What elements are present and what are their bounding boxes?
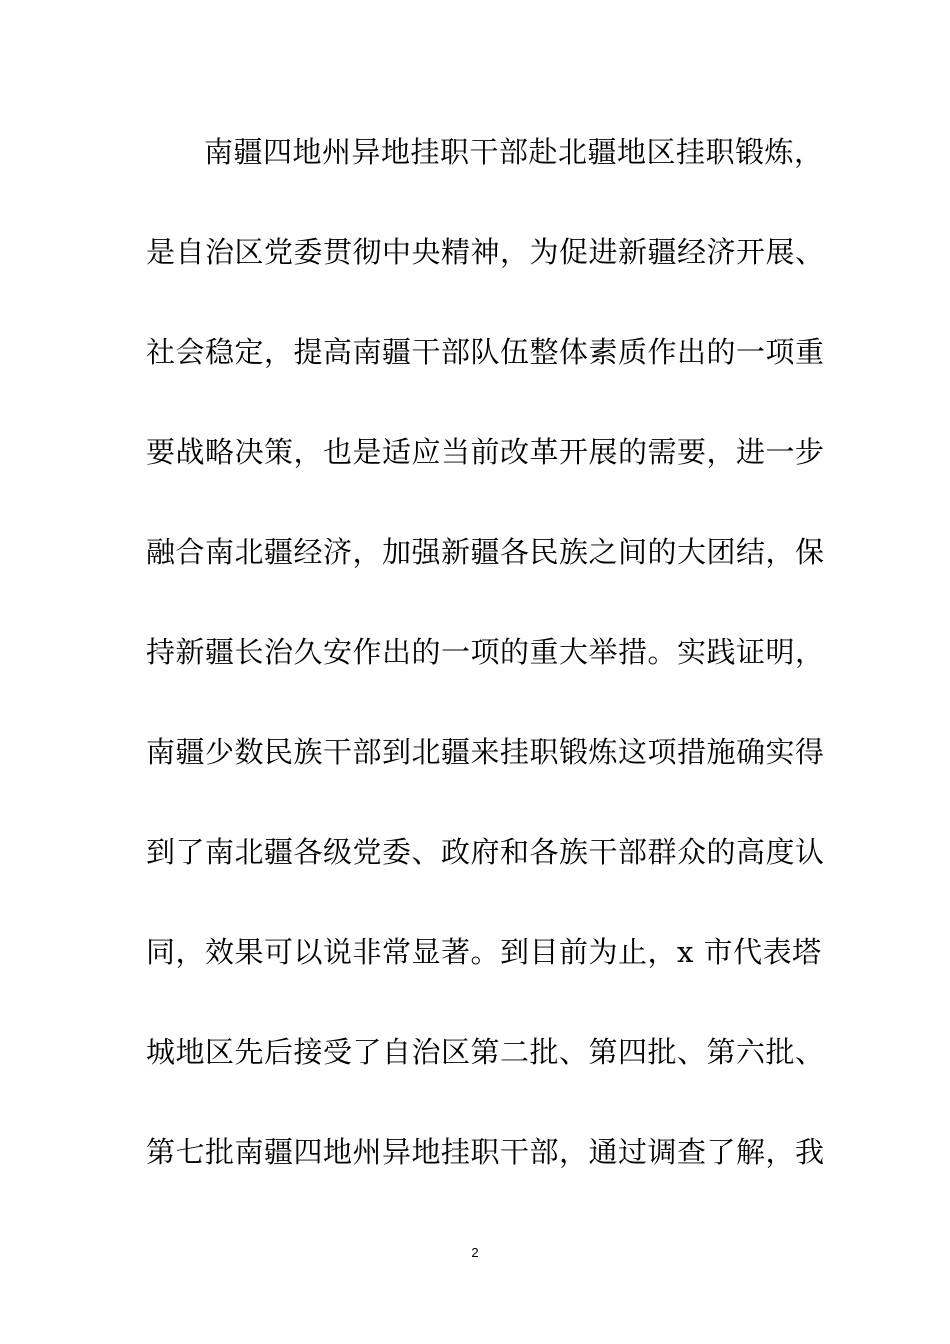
text-line: 到了南北疆各级党委、政府和各族干部群众的高度认 xyxy=(146,835,825,869)
text-line: 是自治区党委贯彻中央精神，为促进新疆经济开展、 xyxy=(146,235,825,269)
text-line: 社会稳定，提高南疆干部队伍整体素质作出的一项重 xyxy=(146,335,825,369)
text-line: 同，效果可以说非常显著。到目前为止，x 市代表塔 xyxy=(146,935,822,969)
text-line: 持新疆长治久安作出的一项的重大举措。实践证明， xyxy=(146,635,825,669)
body-paragraph xyxy=(146,124,825,1224)
text-line: 要战略决策，也是适应当前改革开展的需要，进一步 xyxy=(146,435,825,469)
text-line: 南疆少数民族干部到北疆来挂职锻炼这项措施确实得 xyxy=(146,735,825,769)
text-line: 南疆四地州异地挂职干部赴北疆地区挂职锻炼， xyxy=(204,135,824,169)
text-line: 融合南北疆经济，加强新疆各民族之间的大团结，保 xyxy=(146,535,825,569)
text-line: 第七批南疆四地州异地挂职干部，通过调查了解，我 xyxy=(146,1135,825,1169)
page-number: 2 xyxy=(471,1245,479,1260)
text-line: 城地区先后接受了自治区第二批、第四批、第六批、 xyxy=(146,1035,825,1069)
